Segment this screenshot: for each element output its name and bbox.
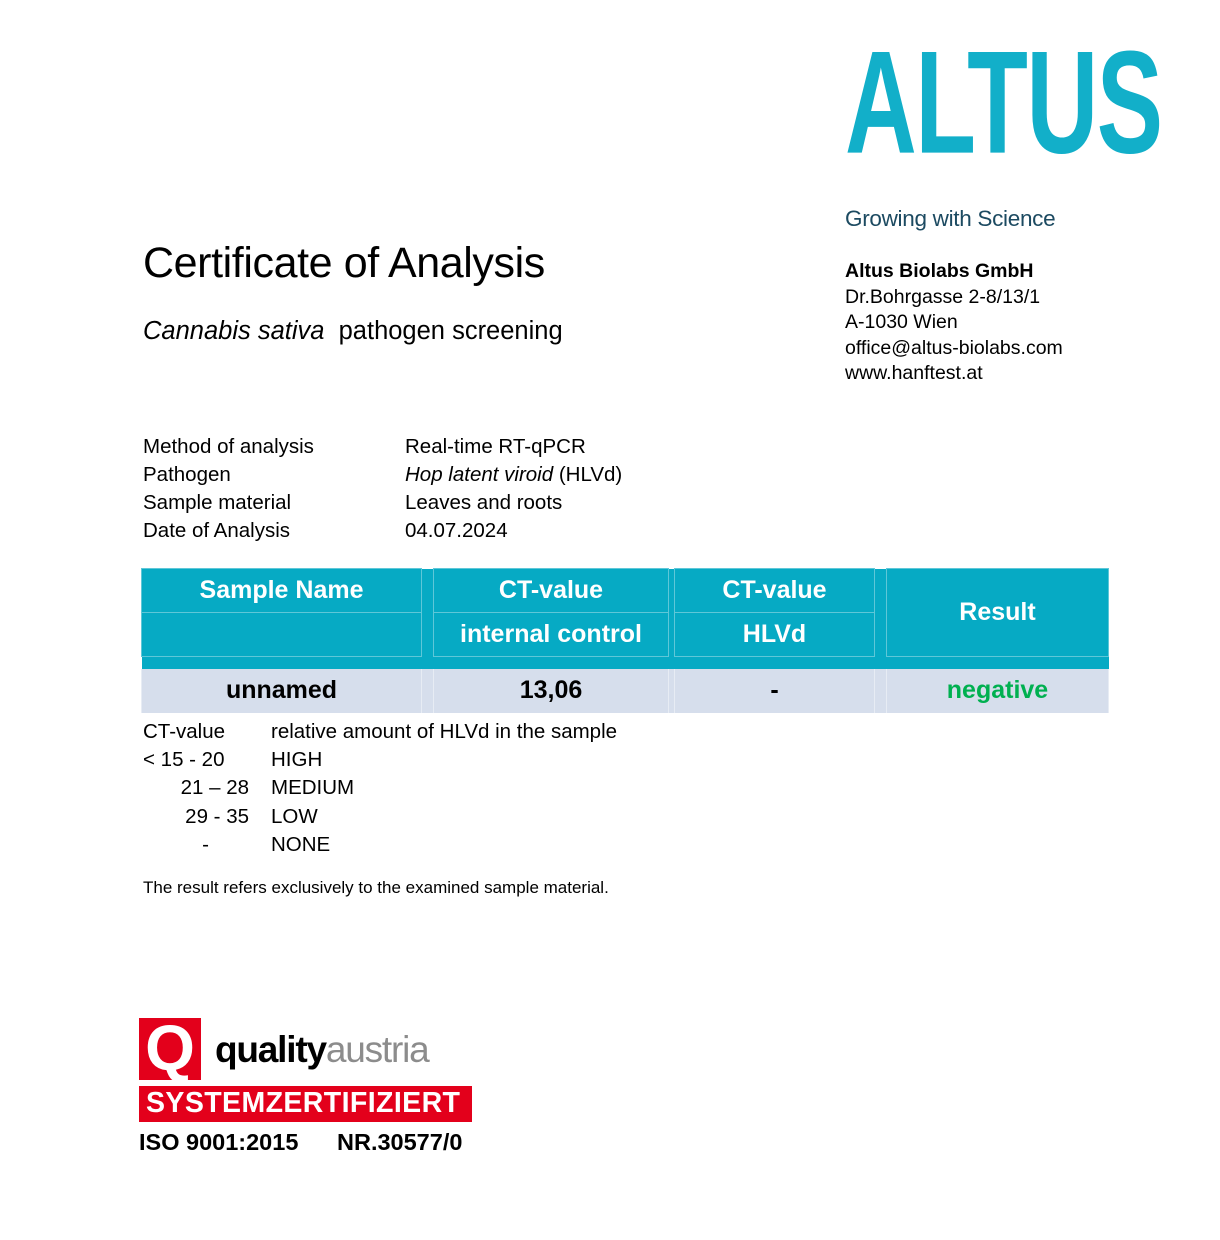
meta-label: Method of analysis	[143, 435, 314, 458]
header-gap	[422, 569, 434, 613]
legend-range: 29 - 35	[185, 804, 249, 828]
cell-ct-hlvd: -	[675, 669, 875, 713]
qa-systemzertifiziert-bar: SYSTEMZERTIFIZIERT	[139, 1086, 472, 1122]
cell-gap	[875, 669, 887, 713]
meta-row	[143, 461, 622, 489]
meta-value-suffix: (HLVd)	[553, 463, 623, 486]
subtitle-rest: pathogen screening	[338, 317, 563, 345]
ct-value-legend	[143, 718, 617, 859]
brand-logo	[845, 21, 1185, 232]
qa-name-bold: quality	[215, 1028, 326, 1070]
meta-label: Sample material	[143, 491, 292, 514]
legend-row	[143, 774, 617, 802]
analysis-metadata	[143, 433, 622, 545]
legend-level: MEDIUM	[271, 776, 355, 800]
page-subtitle	[143, 317, 563, 346]
legend-range: -	[202, 832, 209, 856]
status-badge: negative	[887, 669, 1109, 713]
company-city: A-1030 Wien	[845, 311, 958, 334]
header-ct-control-line2: internal control	[434, 613, 669, 657]
legend-level: NONE	[271, 832, 331, 856]
company-street: Dr.Bohrgasse 2-8/13/1	[845, 285, 1041, 308]
company-email: office@altus-biolabs.com	[845, 336, 1063, 359]
quality-austria-q-icon	[139, 1012, 201, 1084]
meta-value-text: 04.07.2024	[405, 519, 508, 542]
legend-level: HIGH	[271, 748, 323, 772]
meta-value	[405, 433, 586, 461]
legend-header-desc: relative amount of HLVd in the sample	[271, 720, 618, 743]
legend-range: 21 – 28	[180, 776, 249, 800]
header-ct-control-line1: CT-value	[434, 569, 669, 613]
meta-row	[143, 433, 622, 461]
table-header-row-1	[142, 569, 1109, 613]
quality-austria-certification-logo	[139, 1012, 479, 1156]
logo-row	[845, 21, 1185, 200]
header-gap	[875, 613, 887, 657]
header-spacer-cell	[142, 657, 1109, 669]
legend-header-row	[143, 718, 617, 746]
meta-value	[405, 517, 508, 545]
header-sample-name-blank	[142, 613, 422, 657]
meta-value-text: Real-time RT-qPCR	[405, 435, 586, 458]
cell-sample-name: unnamed	[142, 669, 422, 713]
qa-logo-bottom-row	[139, 1129, 472, 1156]
meta-row	[143, 517, 622, 545]
company-address	[845, 259, 1063, 387]
meta-value	[405, 461, 622, 489]
quality-austria-wordmark	[215, 1028, 429, 1070]
qa-certificate-number: NR.30577/0	[337, 1129, 463, 1156]
legend-row	[143, 746, 617, 774]
meta-value-italic: Hop latent viroid	[405, 463, 554, 486]
qa-iso-standard: ISO 9001:2015	[139, 1129, 299, 1156]
header-ct-hlvd-line1: CT-value	[675, 569, 875, 613]
legend-range: < 15 - 20	[143, 748, 225, 772]
altus-wordmark: ALTUS	[845, 21, 1162, 185]
meta-label: Date of Analysis	[143, 519, 290, 542]
legend-header-range: CT-value	[143, 720, 226, 743]
qa-logo-top-row	[139, 1012, 479, 1084]
company-website: www.hanftest.at	[845, 362, 983, 385]
meta-row	[143, 489, 622, 517]
disclaimer-text: The result refers exclusively to the examined sample material.	[143, 878, 609, 897]
meta-value	[405, 489, 562, 517]
header-sample-name: Sample Name	[142, 569, 422, 613]
meta-label: Pathogen	[143, 463, 231, 486]
page-title: Certificate of Analysis	[143, 239, 545, 287]
q-letter: Q	[145, 1012, 195, 1084]
company-name: Altus Biolabs GmbH	[845, 260, 1034, 282]
header-ct-hlvd-line2: HLVd	[675, 613, 875, 657]
brand-tagline: Growing with Science	[845, 206, 1056, 231]
results-table	[141, 568, 1108, 713]
header-result: Result	[887, 569, 1109, 657]
legend-level: LOW	[271, 804, 318, 828]
header-gap	[875, 569, 887, 613]
subtitle-species: Cannabis sativa	[143, 317, 325, 345]
table-header-spacer	[142, 657, 1109, 669]
legend-row	[143, 803, 617, 831]
header-gap	[422, 613, 434, 657]
meta-value-text: Leaves and roots	[405, 491, 563, 514]
qa-name-light: austria	[325, 1028, 429, 1070]
cell-ct-internal-control: 13,06	[434, 669, 669, 713]
legend-row	[143, 831, 617, 859]
cell-gap	[422, 669, 434, 713]
table-row	[142, 669, 1109, 713]
